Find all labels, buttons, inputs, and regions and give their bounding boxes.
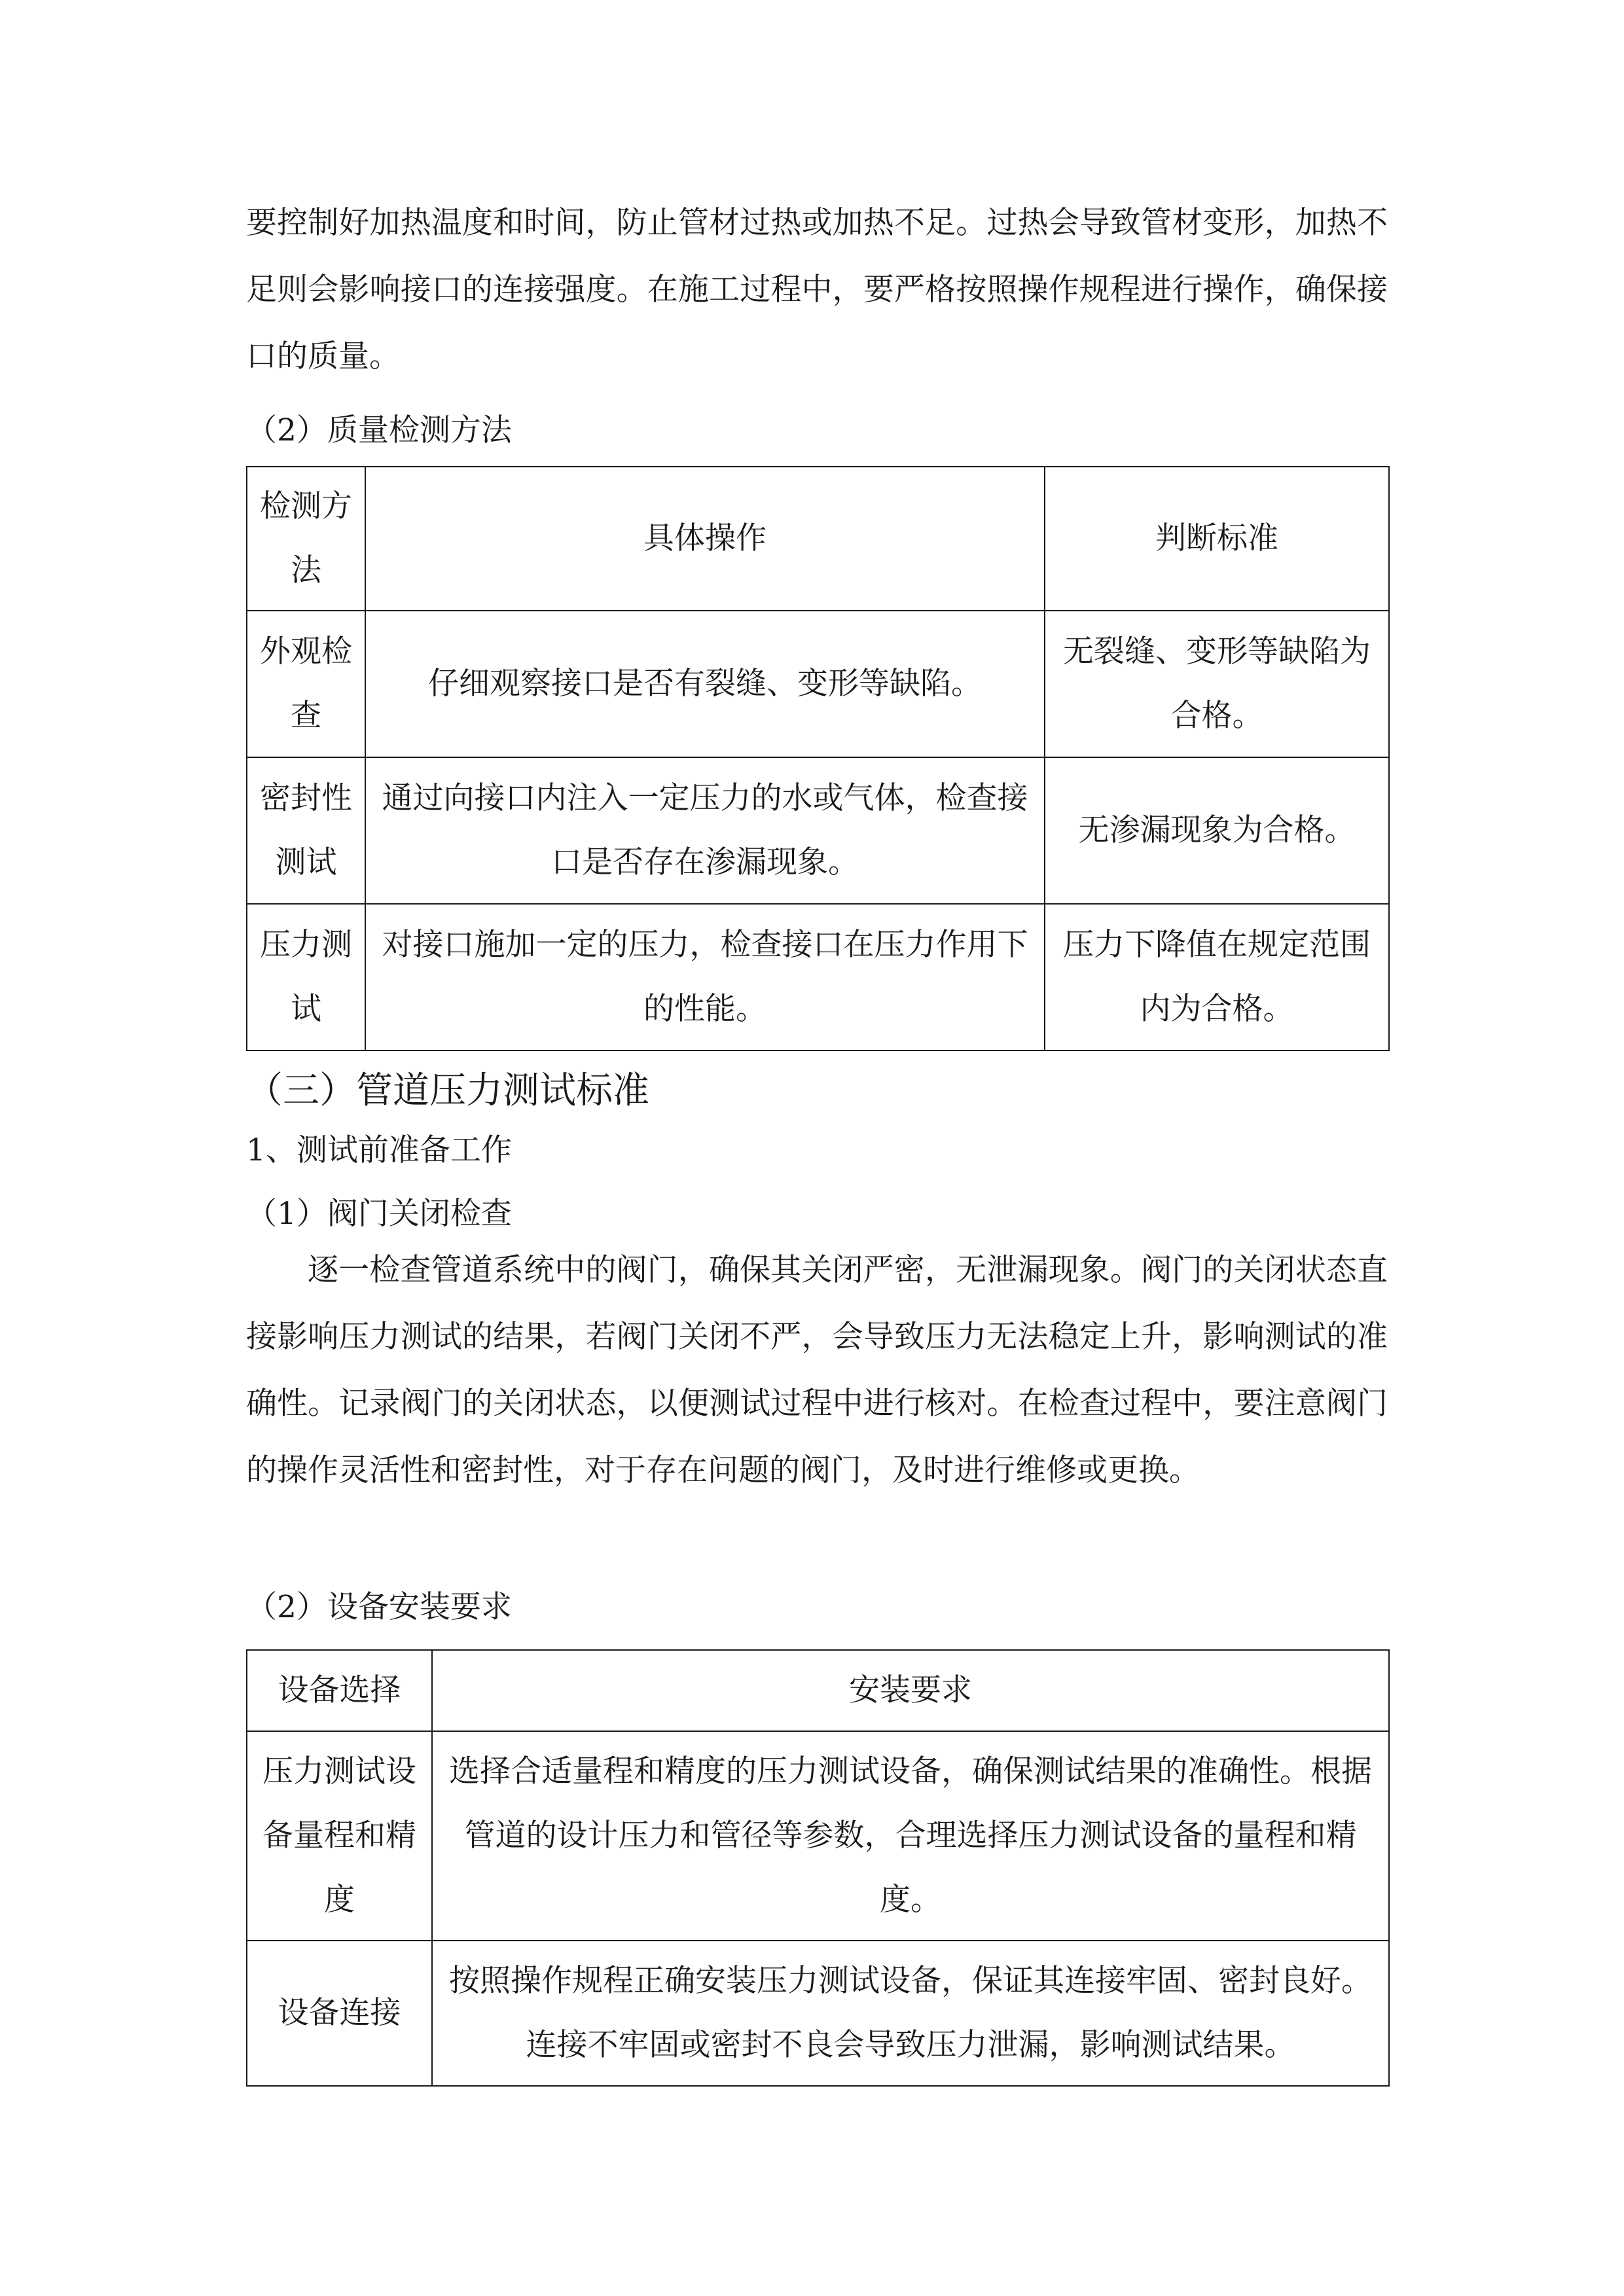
table-cell: 仔细观察接口是否有裂缝、变形等缺陷。 — [365, 611, 1045, 757]
table-cell: 无渗漏现象为合格。 — [1045, 757, 1389, 904]
table-header-cell: 具体操作 — [365, 467, 1045, 611]
table-cell: 压力测试 — [247, 904, 365, 1050]
table-cell: 外观检查 — [247, 611, 365, 757]
table-header-cell: 检测方法 — [247, 467, 365, 611]
table-row — [247, 757, 1389, 904]
equipment-install-heading: （2）设备安装要求 — [246, 1589, 512, 1625]
table-row — [247, 1941, 1389, 2086]
valve-check-paragraph: 逐一检查管道系统中的阀门，确保其关闭严密，无泄漏现象。阀门的关闭状态直接影响压力测试的结果，若阀门关闭不严，会导致压力无法稳定上升，影响测试的准确性。记录阀门的关闭状态，以便测试过程中进行核对。在检查过程中，要注意阀门的操作灵活性和密封性，对于存在问题的阀门，及时进行维修或更换。 — [246, 1252, 1388, 1488]
section-title: （三）管道压力测试标准 — [246, 1069, 649, 1112]
equipment-install-table — [246, 1649, 1390, 2087]
table-cell: 按照操作规程正确安装压力测试设备，保证其连接牢固、密封良好。连接不牢固或密封不良会导致压力泄漏，影响测试结果。 — [432, 1941, 1389, 2086]
table-cell: 压力下降值在规定范围内为合格。 — [1045, 904, 1389, 1050]
table-header-cell: 设备选择 — [247, 1650, 432, 1731]
table-header-cell: 判断标准 — [1045, 467, 1389, 611]
table-cell: 选择合适量程和精度的压力测试设备，确保测试结果的准确性。根据管道的设计压力和管径等参数，合理选择压力测试设备的量程和精度。 — [432, 1731, 1389, 1941]
table-cell: 设备连接 — [247, 1941, 432, 2086]
table-header-row — [247, 467, 1389, 611]
subsection-title: 1、测试前准备工作 — [246, 1132, 512, 1168]
valve-check-heading: （1）阀门关闭检查 — [246, 1196, 512, 1232]
intro-paragraph: 要控制好加热温度和时间，防止管材过热或加热不足。过热会导致管材变形，加热不足则会影响接口的连接强度。在施工过程中，要严格按照操作规程进行操作，确保接口的质量。 — [246, 205, 1388, 374]
table-header-cell: 安装要求 — [432, 1650, 1389, 1731]
table-row — [247, 904, 1389, 1050]
quality-inspection-table — [246, 466, 1390, 1051]
table-row — [247, 1731, 1389, 1941]
quality-method-heading: （2）质量检测方法 — [246, 412, 512, 448]
table-header-row — [247, 1650, 1389, 1731]
table-cell: 无裂缝、变形等缺陷为合格。 — [1045, 611, 1389, 757]
table-cell: 密封性测试 — [247, 757, 365, 904]
table-cell: 通过向接口内注入一定压力的水或气体，检查接口是否存在渗漏现象。 — [365, 757, 1045, 904]
table-row — [247, 611, 1389, 757]
table-cell: 对接口施加一定的压力，检查接口在压力作用下的性能。 — [365, 904, 1045, 1050]
table-cell: 压力测试设备量程和精度 — [247, 1731, 432, 1941]
